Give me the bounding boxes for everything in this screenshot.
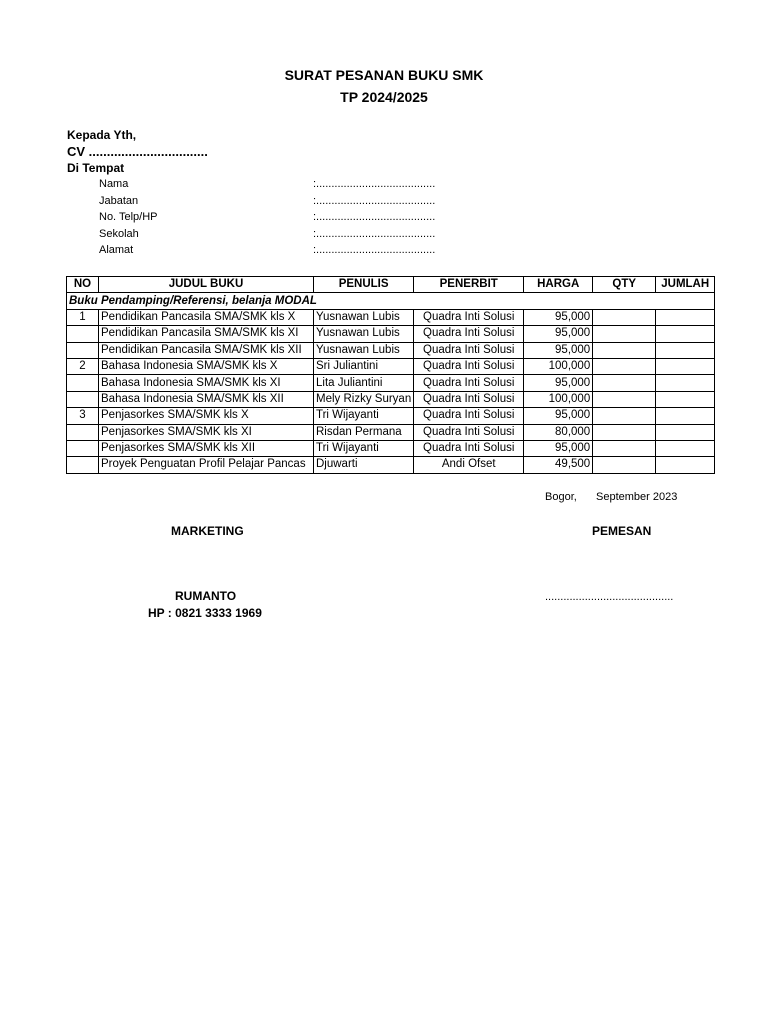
cell-qty: [593, 391, 656, 407]
cell-qty: [593, 342, 656, 358]
cell-penulis: Lita Juliantini: [314, 375, 414, 391]
table-row: [67, 342, 715, 358]
cell-penulis: Yusnawan Lubis: [314, 309, 414, 325]
cell-no: [67, 391, 99, 407]
field-value-alamat: :.......................................: [313, 244, 436, 256]
cell-qty: [593, 326, 656, 342]
table-row: [67, 309, 715, 325]
addressee-cv: CV .................................: [67, 144, 208, 159]
marketing-name: RUMANTO: [175, 589, 237, 603]
header-no: NO: [67, 277, 99, 293]
header-jumlah: JUMLAH: [656, 277, 715, 293]
field-value-nama: :.......................................: [313, 178, 436, 190]
field-label-nama: Nama: [99, 178, 129, 190]
table-row: [67, 358, 715, 374]
cell-harga: 49,500: [524, 457, 593, 473]
cell-jumlah: [656, 375, 715, 391]
cell-no: [67, 375, 99, 391]
cell-jumlah: [656, 309, 715, 325]
header-penerbit: PENERBIT: [414, 277, 524, 293]
section-row: [67, 293, 715, 309]
cell-qty: [593, 424, 656, 440]
addressee-di-tempat: Di Tempat: [67, 161, 125, 175]
cell-jumlah: [656, 440, 715, 456]
document-title: SURAT PESANAN BUKU SMK: [284, 67, 484, 83]
cell-penulis: Yusnawan Lubis: [314, 326, 414, 342]
cell-no: [67, 457, 99, 473]
cell-penulis: Mely Rizky Suryan: [314, 391, 414, 407]
cell-penerbit: Quadra Inti Solusi: [414, 358, 524, 374]
cell-penulis: Risdan Permana: [314, 424, 414, 440]
table-row: [67, 375, 715, 391]
cell-judul: Penjasorkes SMA/SMK kls XI: [99, 424, 314, 440]
cell-harga: 80,000: [524, 424, 593, 440]
field-value-telp: :.......................................: [313, 211, 436, 223]
header-penulis: PENULIS: [314, 277, 414, 293]
field-label-sekolah: Sekolah: [99, 228, 139, 240]
pemesan-signature-line: ..........................................: [545, 591, 674, 603]
cell-judul: Penjasorkes SMA/SMK kls XII: [99, 440, 314, 456]
cell-penerbit: Quadra Inti Solusi: [414, 391, 524, 407]
cell-penerbit: Quadra Inti Solusi: [414, 408, 524, 424]
cell-qty: [593, 440, 656, 456]
marketing-label: MARKETING: [171, 524, 244, 538]
cell-penulis: Sri Juliantini: [314, 358, 414, 374]
cell-no: 1: [67, 309, 99, 325]
cell-no: [67, 326, 99, 342]
cell-no: 3: [67, 408, 99, 424]
cell-judul: Bahasa Indonesia SMA/SMK kls XI: [99, 375, 314, 391]
addressee-kepada: Kepada Yth,: [67, 128, 137, 142]
cell-penerbit: Andi Ofset: [414, 457, 524, 473]
cell-no: 2: [67, 358, 99, 374]
footer-date: September 2023: [596, 491, 678, 503]
cell-penerbit: Quadra Inti Solusi: [414, 424, 524, 440]
cell-jumlah: [656, 391, 715, 407]
cell-harga: 95,000: [524, 326, 593, 342]
cell-judul: Pendidikan Pancasila SMA/SMK kls XII: [99, 342, 314, 358]
cell-qty: [593, 375, 656, 391]
pemesan-label: PEMESAN: [592, 524, 652, 538]
table-row: [67, 424, 715, 440]
cell-harga: 100,000: [524, 391, 593, 407]
field-value-sekolah: :.......................................: [313, 228, 436, 240]
table-header-row: [67, 277, 715, 293]
cell-penulis: Yusnawan Lubis: [314, 342, 414, 358]
cell-harga: 100,000: [524, 358, 593, 374]
order-table: [66, 276, 715, 474]
field-label-jabatan: Jabatan: [99, 195, 139, 207]
cell-penerbit: Quadra Inti Solusi: [414, 440, 524, 456]
cell-judul: Bahasa Indonesia SMA/SMK kls X: [99, 358, 314, 374]
cell-harga: 95,000: [524, 408, 593, 424]
cell-penerbit: Quadra Inti Solusi: [414, 342, 524, 358]
cell-penerbit: Quadra Inti Solusi: [414, 375, 524, 391]
document-subtitle: TP 2024/2025: [340, 89, 428, 105]
cell-no: [67, 440, 99, 456]
table-row: [67, 408, 715, 424]
footer-place: Bogor,: [545, 491, 577, 503]
cell-jumlah: [656, 326, 715, 342]
cell-penerbit: Quadra Inti Solusi: [414, 326, 524, 342]
cell-penulis: Tri Wijayanti: [314, 440, 414, 456]
field-value-jabatan: :.......................................: [313, 195, 436, 207]
cell-penerbit: Quadra Inti Solusi: [414, 309, 524, 325]
table-row: [67, 326, 715, 342]
cell-jumlah: [656, 358, 715, 374]
field-label-alamat: Alamat: [99, 244, 134, 256]
cell-harga: 95,000: [524, 440, 593, 456]
cell-harga: 95,000: [524, 342, 593, 358]
cell-penulis: Djuwarti: [314, 457, 414, 473]
cell-judul: Bahasa Indonesia SMA/SMK kls XII: [99, 391, 314, 407]
cell-qty: [593, 408, 656, 424]
cell-jumlah: [656, 408, 715, 424]
cell-jumlah: [656, 457, 715, 473]
cell-qty: [593, 457, 656, 473]
cell-judul: Pendidikan Pancasila SMA/SMK kls XI: [99, 326, 314, 342]
cell-qty: [593, 358, 656, 374]
header-harga: HARGA: [524, 277, 593, 293]
cell-no: [67, 342, 99, 358]
field-label-telp: No. Telp/HP: [99, 211, 158, 223]
table-row: [67, 440, 715, 456]
table-row: [67, 391, 715, 407]
table-row: [67, 457, 715, 473]
cell-judul: Proyek Penguatan Profil Pelajar Pancas: [99, 457, 314, 473]
cell-qty: [593, 309, 656, 325]
section-label: Buku Pendamping/Referensi, belanja MODAL: [67, 293, 715, 309]
cell-harga: 95,000: [524, 309, 593, 325]
cell-penulis: Tri Wijayanti: [314, 408, 414, 424]
cell-no: [67, 424, 99, 440]
cell-jumlah: [656, 424, 715, 440]
cell-judul: Pendidikan Pancasila SMA/SMK kls X: [99, 309, 314, 325]
cell-judul: Penjasorkes SMA/SMK kls X: [99, 408, 314, 424]
cell-harga: 95,000: [524, 375, 593, 391]
marketing-phone: HP : 0821 3333 1969: [148, 606, 262, 620]
cell-jumlah: [656, 342, 715, 358]
header-qty: QTY: [593, 277, 656, 293]
header-judul: JUDUL BUKU: [99, 277, 314, 293]
